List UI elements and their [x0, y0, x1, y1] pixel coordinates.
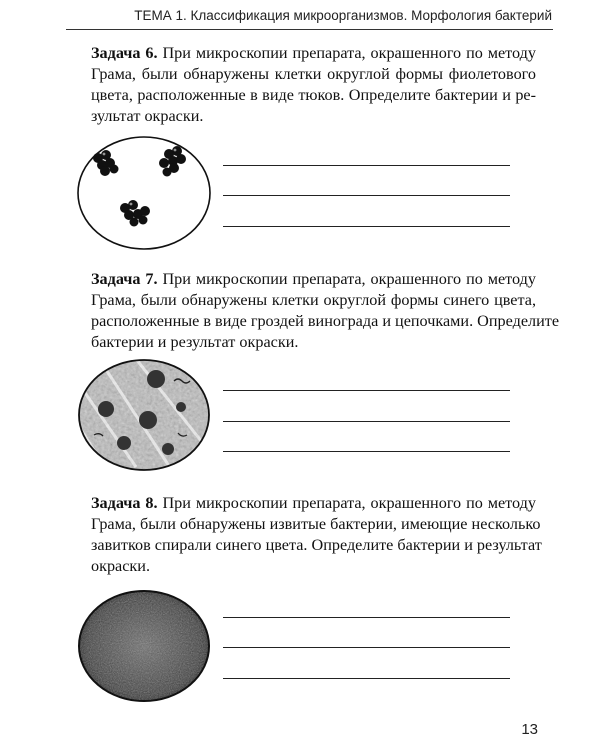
answer-line — [223, 195, 510, 196]
task-7 — [91, 269, 560, 353]
task-7-line-1: Задача 7. При микроскопии препарата, окрашенного по методу — [91, 270, 536, 288]
answer-line — [223, 390, 510, 391]
answer-line — [223, 421, 510, 422]
figure-mixed-smear — [76, 357, 212, 473]
figure-dense-spirilla — [76, 588, 212, 704]
task-8-line-1: Задача 8. При микроскопии препарата, окрашенного по методу — [91, 494, 536, 512]
answer-line — [223, 451, 510, 452]
task-7-line-4: бактерии и результат окраски. — [91, 333, 299, 351]
task-6-line-3: цвета, расположенные в виде тюков. Определите бактерии и ре- — [91, 86, 536, 104]
running-header: ТЕМА 1. Классификация микроорганизмов. Морфология бактерий — [134, 8, 552, 23]
page-number: 13 — [521, 721, 538, 738]
header-rule — [66, 29, 553, 30]
task-8-line-3: завитков спирали синего цвета. Определите бактерии и результат — [91, 536, 542, 554]
task-7-label: Задача 7. — [91, 270, 158, 288]
task-6-line-1: Задача 6. При микроскопии препарата, окрашенного по методу — [91, 44, 536, 62]
figure-sarcina-cocci — [76, 135, 212, 251]
task-6 — [91, 43, 536, 127]
task-8-line-4: окраски. — [91, 557, 150, 575]
task-7-line-3: расположенные в виде гроздей винограда и цепочками. Определите — [91, 312, 560, 330]
task-7-line-2: Грама, были обнаружены клетки округлой формы синего цвета, — [91, 291, 536, 309]
task-8-line-2: Грама, были обнаружены извитые бактерии, имеющие несколько — [91, 515, 541, 533]
task-6-label: Задача 6. — [91, 44, 158, 62]
answer-line — [223, 678, 510, 679]
answer-line — [223, 647, 510, 648]
task-8-label: Задача 8. — [91, 494, 158, 512]
answer-line — [223, 617, 510, 618]
answer-line — [223, 165, 510, 166]
task-6-line-4: зультат окраски. — [91, 107, 204, 125]
answer-line — [223, 226, 510, 227]
task-6-line-2: Грама, были обнаружены клетки округлой формы фиолетового — [91, 65, 536, 83]
task-8 — [91, 493, 542, 577]
